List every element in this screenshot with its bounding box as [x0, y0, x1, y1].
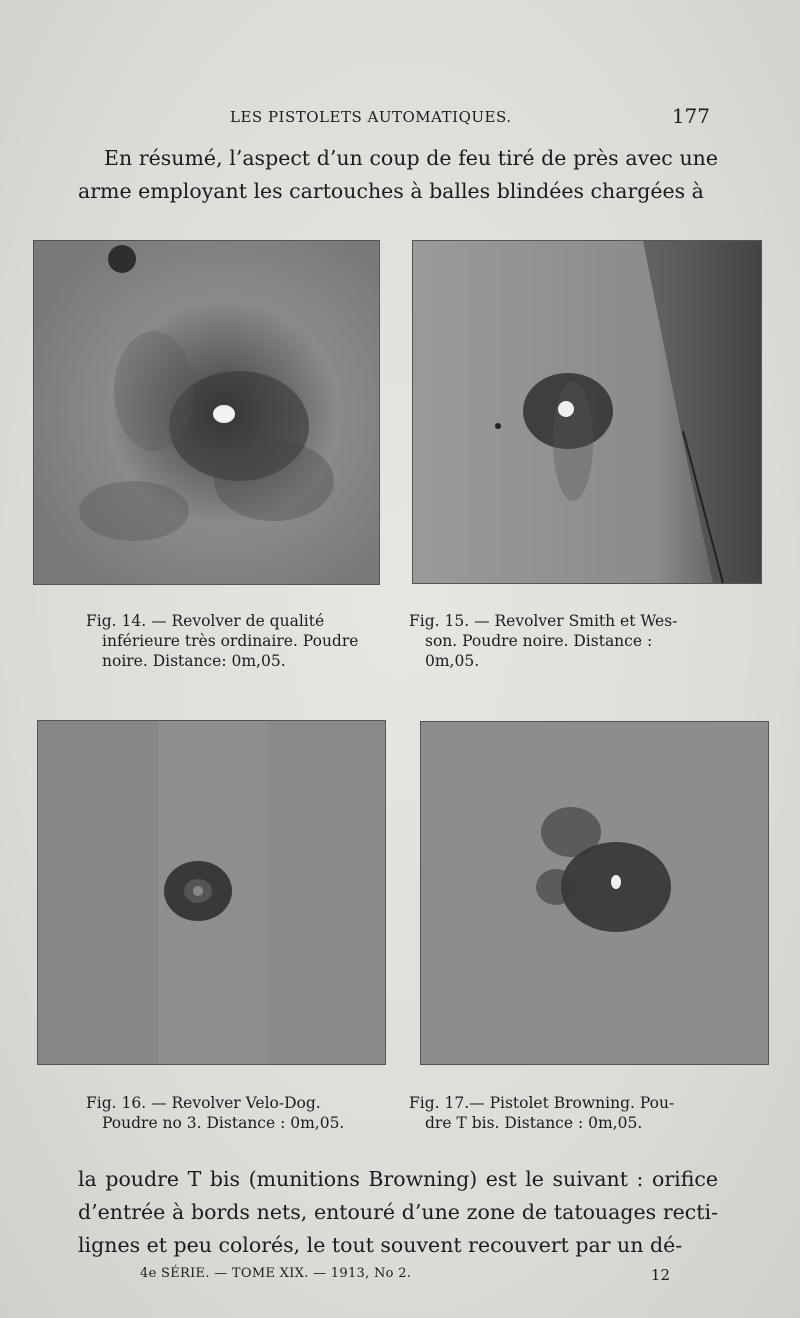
figure-15-photo: [412, 240, 762, 584]
caption-line: Fig. 16. — Revolver Velo-Dog.: [86, 1094, 321, 1112]
figure-16-image: [38, 721, 385, 1064]
caption-line: noire. Distance: 0m,05.: [102, 652, 286, 670]
figure-17-image: [421, 722, 768, 1064]
figure-16-caption: [86, 1093, 406, 1133]
page-number: 177: [671, 104, 710, 128]
figure-16-photo: [37, 720, 386, 1065]
caption-line: 0m,05.: [425, 652, 480, 670]
caption-line: Fig. 15. — Revolver Smith et Wes-: [409, 612, 678, 630]
caption-line: Poudre no 3. Distance : 0m,05.: [102, 1114, 345, 1132]
caption-line: Fig. 14. — Revolver de qualité: [86, 612, 325, 630]
outro-paragraph: [78, 1163, 718, 1262]
running-title: LES PISTOLETS AUTOMATIQUES.: [230, 108, 512, 126]
figure-15-image: [413, 241, 761, 583]
figure-14-caption: [86, 611, 406, 671]
outro-text: la poudre T bis (munitions Browning) est le suivant : orifice d’entrée à bords nets, entouré d’une zone de tatouages recti-lignes et peu colorés, le tout souvent recouvert par un dé-: [78, 1167, 718, 1257]
caption-line: son. Poudre noire. Distance :: [425, 632, 653, 650]
figure-15-caption: [409, 611, 729, 671]
figure-17-caption: [409, 1093, 739, 1133]
figure-14-photo: [33, 240, 380, 585]
footer-signature: 12: [650, 1266, 670, 1284]
footer-series: 4e SÉRIE. — TOME XIX. — 1913, No 2.: [140, 1266, 412, 1281]
intro-text: En résumé, l’aspect d’un coup de feu tiré de près avec une arme employant les cartouches à balles blindées chargées à: [78, 146, 718, 203]
caption-line: dre T bis. Distance : 0m,05.: [425, 1114, 643, 1132]
figure-14-image: [34, 241, 379, 584]
caption-line: inférieure très ordinaire. Poudre: [102, 632, 359, 650]
intro-paragraph: [78, 142, 718, 208]
caption-line: Fig. 17.— Pistolet Browning. Pou-: [409, 1094, 675, 1112]
figure-17-photo: [420, 721, 769, 1065]
